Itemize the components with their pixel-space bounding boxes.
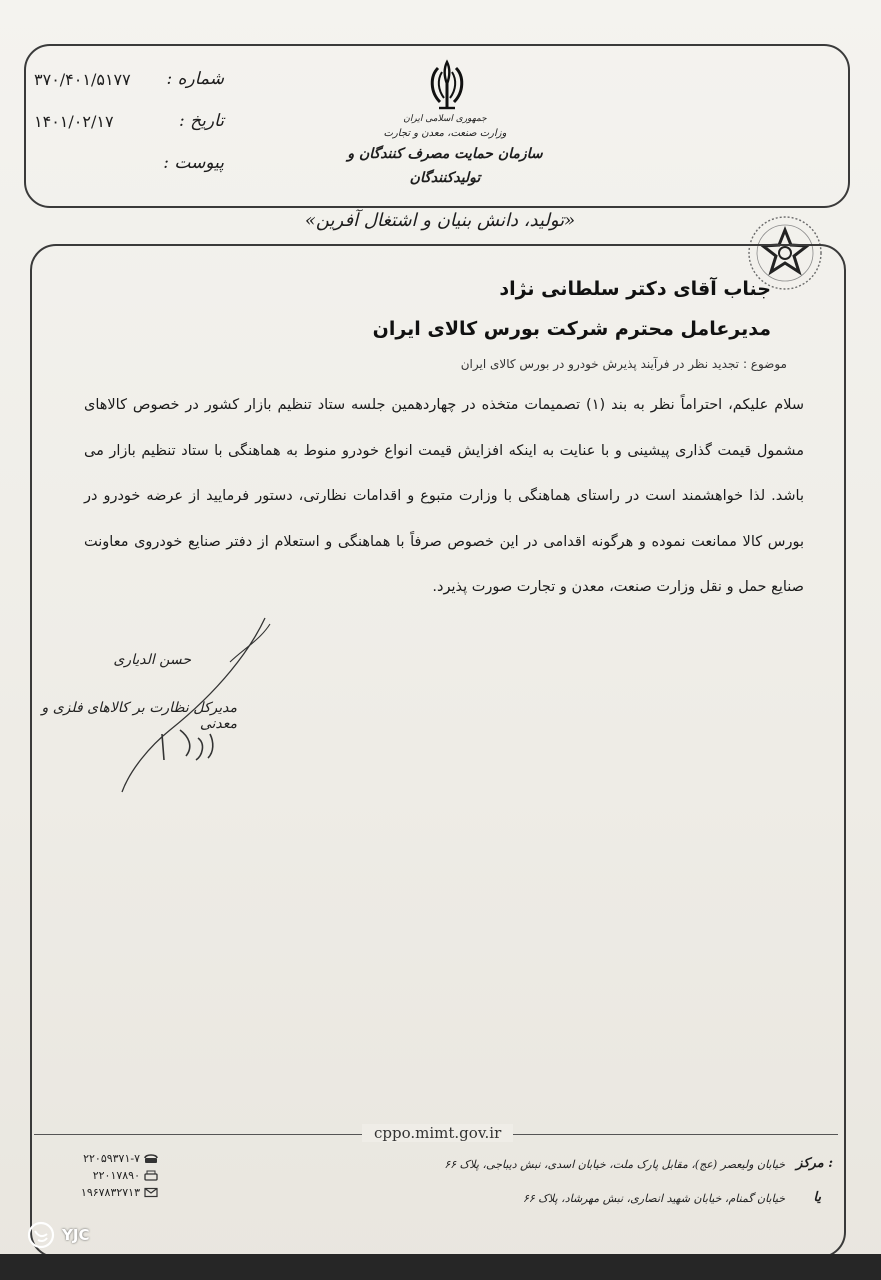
postal-row <box>48 1184 158 1201</box>
number-label: شماره : <box>166 69 224 89</box>
letter-meta <box>34 58 224 184</box>
recipient-title: مدیرعامل محترم شرکت بورس کالای ایران <box>372 318 771 340</box>
postal-code: ۱۹۶۷۸۳۲۷۱۳ <box>80 1186 140 1199</box>
watermark-text: YJC <box>62 1226 90 1244</box>
phone-row <box>48 1150 158 1167</box>
handwritten-signature <box>110 610 280 800</box>
address-2 <box>325 1192 785 1205</box>
attachment-row <box>34 142 224 184</box>
gov-line-3: سازمان حمایت مصرف کنندگان و تولیدکنندگان <box>347 146 543 186</box>
fax-row <box>48 1167 158 1184</box>
address-2-text: خیابان گمنام، خیابان شهید انصاری، نبش مهرشاد، پلاک ۶۶ <box>522 1192 785 1205</box>
number-row <box>34 58 224 100</box>
fax-icon <box>144 1170 158 1181</box>
signer-name: حسن الدیاری <box>113 652 191 668</box>
yjc-logo-icon <box>26 1220 56 1250</box>
phone-icon <box>144 1153 158 1164</box>
iran-emblem-icon <box>422 58 472 114</box>
gov-line-1: جمهوری اسلامی ایران <box>403 114 487 124</box>
signer-title: مدیرکل نظارت بر کالاهای فلزی و معدنی <box>41 700 237 732</box>
letter-body: سلام علیکم، احتراماً نظر به بند (۱) تصمیمات متخذه در چهاردهمین جلسه ستاد تنظیم بازار کشور در خصوص کالاهای مشمول قیمت گذاری پیشینی و با عنایت به اینکه افزایش قیمت انواع خودرو منوط به هماهنگی با ستاد تنظیم بازار می باشد. لذا خواهشمند است در راستای هماهنگی با وزارت متبوع و اقدامات نظارتی، دستور فرمایید از عرضه خودرو در بورس کالا ممانعت نموده و هرگونه اقدامی در این خصوص صرفاً با هماهنگی و استعلام از دفتر صنایع خودروی معاونت صنایع حمل و نقل وزارت صنعت، معدن و تجارت صورت پذیرد. <box>84 397 804 596</box>
subject-line <box>187 357 787 371</box>
bottom-bar <box>0 1254 881 1280</box>
address-lead-1: مرکز : <box>796 1156 833 1171</box>
date-value: ۱۴۰۱/۰۲/۱۷ <box>34 111 114 131</box>
organization-heading <box>330 112 560 190</box>
subject-text: تجدید نظر در فرآیند پذیرش خودرو در بورس کالای ایران <box>460 357 739 371</box>
footer-website: cppo.mimt.gov.ir <box>362 1124 513 1142</box>
address-1-text: خیابان ولیعصر (عج)، مقابل پارک ملت، خیابان اسدی، نبش دیباجی، پلاک ۶۶ <box>444 1158 785 1171</box>
attachment-label: پیوست : <box>163 153 224 173</box>
fax-number: ۲۲۰۱۷۸۹۰ <box>92 1169 140 1182</box>
subject-label: موضوع : <box>742 357 787 371</box>
phone-number: ۲۲۰۵۹۳۷۱-۷ <box>83 1152 140 1165</box>
address-lead-2: یا <box>813 1190 821 1205</box>
contact-block <box>48 1150 158 1201</box>
slogan: «تولید، دانش بنیان و اشتغال آفرین» <box>304 210 576 231</box>
number-value: ۳۷۰/۴۰۱/۵۱۷۷ <box>34 69 131 89</box>
watermark <box>26 1220 89 1250</box>
address-1 <box>325 1158 785 1171</box>
date-label: تاریخ : <box>179 111 224 131</box>
date-row <box>34 100 224 142</box>
gov-line-2: وزارت صنعت، معدن و تجارت <box>383 128 507 139</box>
recipient-name: جناب آقای دکتر سلطانی نژاد <box>499 278 771 300</box>
envelope-icon <box>144 1187 158 1198</box>
